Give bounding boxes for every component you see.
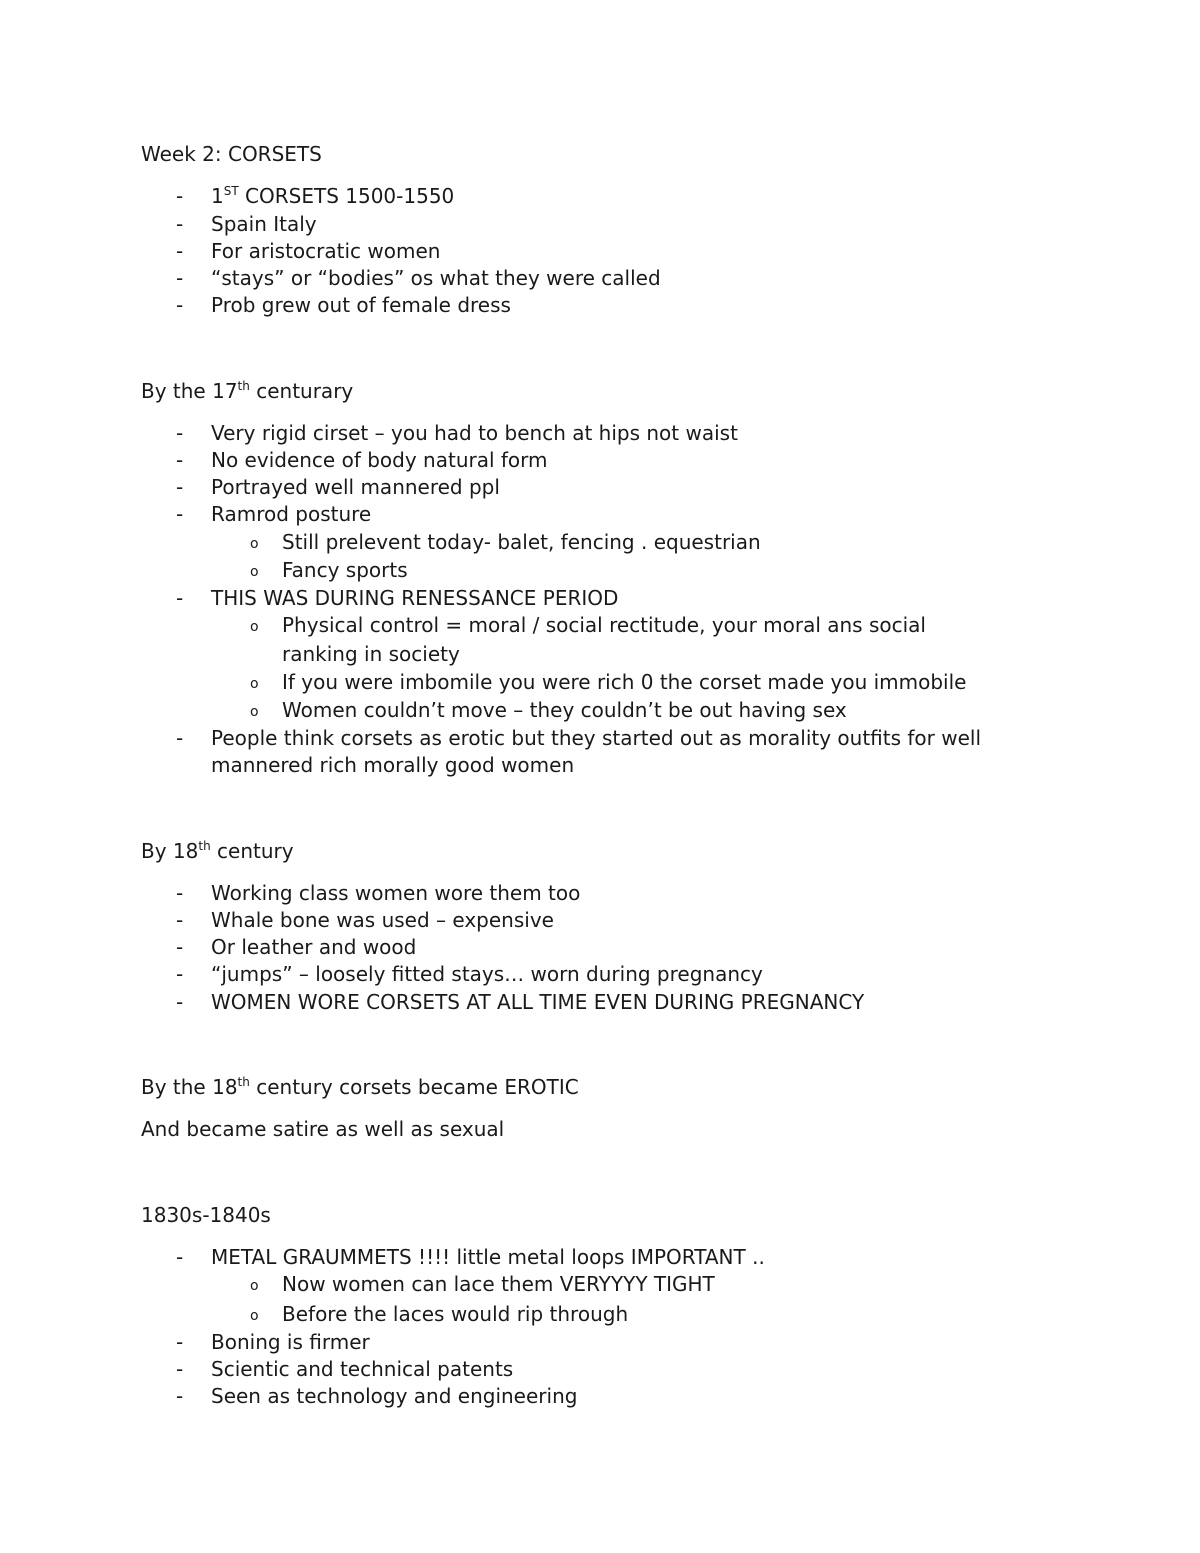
bullet-dash: - xyxy=(176,586,184,610)
list-item: “stays” or “bodies” os what they were called xyxy=(211,266,661,290)
bullet-dash: - xyxy=(176,990,184,1014)
bullet-circle: o xyxy=(250,1308,259,1324)
bullet-dash: - xyxy=(176,421,184,445)
list-item: Whale bone was used – expensive xyxy=(211,908,554,932)
bullet-dash: - xyxy=(176,239,184,263)
list-item: Spain Italy xyxy=(211,212,317,236)
bullet-circle: o xyxy=(250,536,259,552)
list-item: METAL GRAUMMETS !!!! little metal loops IMPORTANT .. xyxy=(211,1245,765,1269)
bullet-circle: o xyxy=(250,1278,259,1294)
section-heading-17th-century: By the 17th centurary xyxy=(141,379,354,403)
sub-list-item: Still prelevent today- balet, fencing . equestrian xyxy=(282,530,761,554)
bullet-dash: - xyxy=(176,1357,184,1381)
list-item: Working class women wore them too xyxy=(211,881,581,905)
bullet-dash: - xyxy=(176,881,184,905)
paragraph-line: And became satire as well as sexual xyxy=(141,1117,505,1141)
section-heading-week2: Week 2: CORSETS xyxy=(141,142,322,166)
sub-list-item: Women couldn’t move – they couldn’t be out having sex xyxy=(282,698,847,722)
bullet-dash: - xyxy=(176,1330,184,1354)
bullet-dash: - xyxy=(176,212,184,236)
list-item: Ramrod posture xyxy=(211,502,372,526)
list-item: THIS WAS DURING RENESSANCE PERIOD xyxy=(211,586,619,610)
bullet-dash: - xyxy=(176,935,184,959)
list-item: People think corsets as erotic but they started out as morality outfits for well xyxy=(211,726,982,750)
section-heading-erotic: By the 18th century corsets became EROTIC xyxy=(141,1075,579,1099)
bullet-dash: - xyxy=(176,293,184,317)
bullet-dash: - xyxy=(176,1384,184,1408)
bullet-dash: - xyxy=(176,726,184,750)
bullet-circle: o xyxy=(250,564,259,580)
list-item: Or leather and wood xyxy=(211,935,417,959)
bullet-dash: - xyxy=(176,908,184,932)
list-item: “jumps” – loosely fitted stays… worn during pregnancy xyxy=(211,962,763,986)
list-item: No evidence of body natural form xyxy=(211,448,548,472)
sub-list-item: Physical control = moral / social rectitude, your moral ans social xyxy=(282,613,926,637)
bullet-dash: - xyxy=(176,475,184,499)
list-item: Boning is firmer xyxy=(211,1330,370,1354)
bullet-dash: - xyxy=(176,502,184,526)
bullet-dash: - xyxy=(176,1245,184,1269)
list-item: WOMEN WORE CORSETS AT ALL TIME EVEN DURING PREGNANCY xyxy=(211,990,865,1014)
bullet-circle: o xyxy=(250,704,259,720)
list-item-continued: mannered rich morally good women xyxy=(211,753,575,777)
bullet-dash: - xyxy=(176,448,184,472)
list-item: 1ST CORSETS 1500-1550 xyxy=(211,184,455,208)
list-item: Portrayed well mannered ppl xyxy=(211,475,500,499)
sub-list-item: Before the laces would rip through xyxy=(282,1302,629,1326)
section-heading-18th-century: By 18th century xyxy=(141,839,294,863)
sub-list-item: Now women can lace them VERYYYY TIGHT xyxy=(282,1272,715,1296)
bullet-dash: - xyxy=(176,266,184,290)
bullet-dash: - xyxy=(176,184,184,208)
list-item: Scientic and technical patents xyxy=(211,1357,514,1381)
list-item: For aristocratic women xyxy=(211,239,441,263)
sub-list-item: Fancy sports xyxy=(282,558,408,582)
sub-list-item: If you were imbomile you were rich 0 the corset made you immobile xyxy=(282,670,967,694)
section-heading-1830s: 1830s-1840s xyxy=(141,1203,271,1227)
sub-list-item-continued: ranking in society xyxy=(282,642,460,666)
list-item: Very rigid cirset – you had to bench at hips not waist xyxy=(211,421,738,445)
list-item: Prob grew out of female dress xyxy=(211,293,511,317)
bullet-dash: - xyxy=(176,962,184,986)
list-item: Seen as technology and engineering xyxy=(211,1384,578,1408)
bullet-circle: o xyxy=(250,676,259,692)
bullet-circle: o xyxy=(250,619,259,635)
